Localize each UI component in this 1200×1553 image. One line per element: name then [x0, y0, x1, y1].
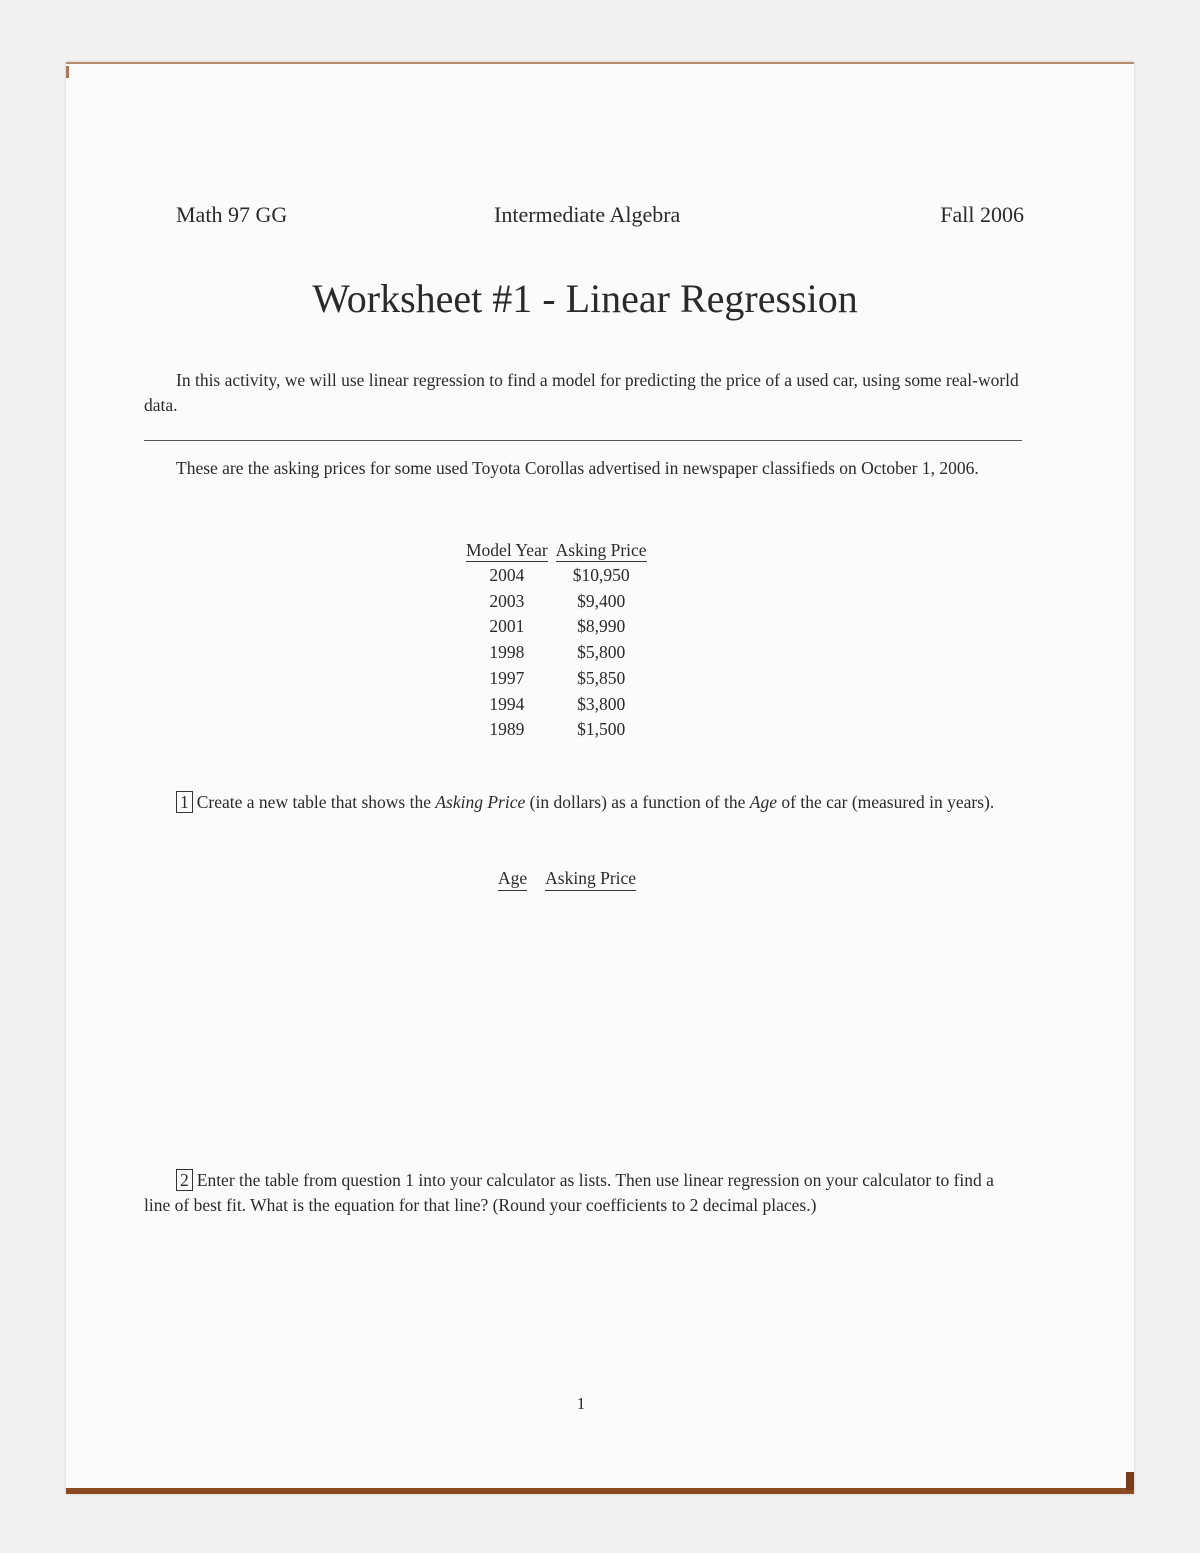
- asking-price-cell: $10,950: [572, 565, 630, 585]
- question-number-box: 1: [176, 791, 193, 813]
- model-year-cell: 2004: [489, 565, 525, 585]
- model-year-cell: 1989: [489, 719, 525, 740]
- table-row: [462, 614, 651, 640]
- model-year-cell: 1997: [489, 667, 525, 688]
- page-header: [176, 202, 1024, 236]
- price-table-header-row: [462, 540, 651, 563]
- paper-corner-mark: [1126, 1472, 1134, 1490]
- table-row: [462, 589, 651, 615]
- term-label: Fall 2006: [940, 202, 1024, 227]
- subject-label: Intermediate Algebra: [494, 202, 681, 227]
- table-row: [462, 666, 651, 692]
- age-header: Age: [498, 868, 527, 891]
- data-intro-paragraph: These are the asking prices for some used Toyota Corollas advertised in newspaper classifieds on October 1, 2006.: [176, 458, 979, 478]
- asking-price-header: Asking Price: [555, 540, 647, 560]
- model-year-header: Model Year: [466, 540, 548, 560]
- question-1-text-after: of the car (measured in years).: [777, 792, 995, 812]
- asking-price-cell: $5,800: [577, 642, 626, 663]
- question-1-text-middle: (in dollars) as a function of the: [525, 792, 750, 812]
- asking-price-cell: $3,800: [577, 693, 626, 714]
- asking-price-cell: $8,990: [577, 616, 626, 637]
- table-row: [462, 563, 651, 589]
- asking-price-cell: $9,400: [577, 590, 626, 611]
- question-1-emphasis-asking-price: Asking Price: [435, 792, 526, 812]
- question-2: [144, 1168, 1024, 1218]
- asking-price-cell: $1,500: [577, 719, 626, 740]
- question-1-text-before: Create a new table that shows the: [196, 792, 436, 812]
- model-year-cell: 1998: [489, 642, 525, 663]
- question-2-text: Enter the table from question 1 into your calculator as lists. Then use linear regression on your calculator to find a line of best fit. What is the equation for that line? (Round your coefficients to 2 decimal places.): [144, 1170, 994, 1215]
- intro-paragraph: In this activity, we will use linear regression to find a model for predicting the price of a used car, using some real-world data.: [144, 370, 1019, 415]
- question-number-box: 2: [176, 1169, 193, 1191]
- section-divider: [144, 440, 1022, 441]
- model-year-cell: 2003: [489, 590, 525, 611]
- question-1-emphasis-age: Age: [749, 792, 778, 812]
- course-label: Math 97 GG: [176, 202, 288, 227]
- age-table-header: [498, 868, 636, 889]
- table-row: [462, 640, 651, 666]
- paper-edge-mark: [66, 66, 69, 78]
- table-row: [462, 717, 651, 743]
- page-number: 1: [576, 1394, 586, 1413]
- model-year-cell: 1994: [489, 693, 525, 714]
- column-header: [552, 540, 651, 563]
- column-header: [462, 540, 552, 563]
- page-title: Worksheet #1 - Linear Regression: [312, 276, 858, 321]
- asking-price-cell: $5,850: [577, 667, 626, 688]
- question-1: [144, 790, 1024, 815]
- model-year-cell: 2001: [489, 616, 525, 637]
- age-asking-price-header: Asking Price: [545, 868, 636, 891]
- table-row: [462, 692, 651, 718]
- price-table: [462, 540, 651, 743]
